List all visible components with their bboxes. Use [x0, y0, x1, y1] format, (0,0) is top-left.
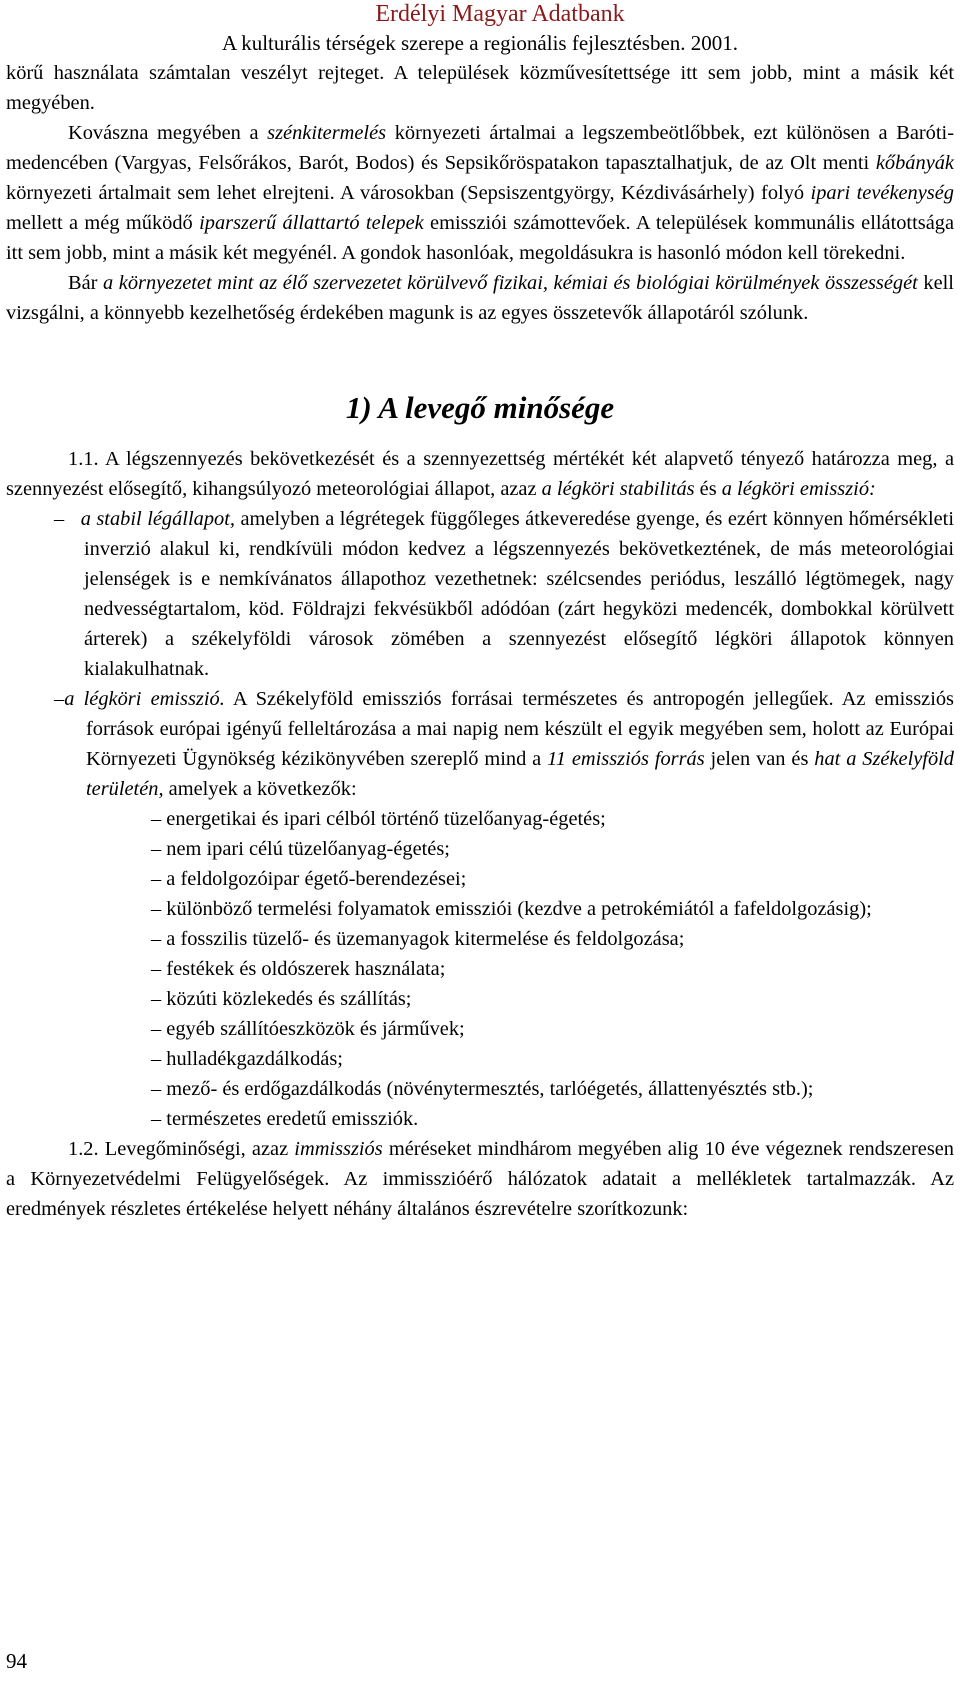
list-item-stable-state: – a stabil légállapot, amelyben a légrétegek függőleges átkeveredése gyenge, és ezért könnyen hőmérsékleti inverzió alakul ki, rendkívüli módon kedvez a légszennyezés bekövetkeztének, de más meteorológiai jelenségek is e nemkívánatos állapothoz vezethetnek: szélcsendes periódus, leszálló légtömegek, nagy nedvességtartalom, köd. Földrajzi fekvésükből adódóan (zárt hegyközi medencék, dombokkal körülvett árterek) a székelyföldi városok zömében a szennyezést elősegítő légköri állapotok könnyen kialakulhatnak.	[54, 508, 954, 680]
document-title: A kulturális térségek szerepe a regionális fejlesztésben. 2001.	[221, 31, 739, 55]
page-number: 94	[6, 1649, 27, 1673]
source-item: – természetes eredetű emissziók.	[151, 1108, 419, 1130]
source-item: – energetikai és ipari célból történő tüzelőanyag-égetés;	[151, 808, 606, 830]
list-item-emission: –a légköri emisszió. A Székelyföld emissziós forrásai természetes és antropogén jellegűek. Az emissziós források európai igényű felleltározása a mai napig nem készült el egyik megyében sem, holott az Európai Környezeti Ügynökség kézikönyvében szereplő mind a 11 emissziós forrás jelen van és hat a Székelyföld területén, amelyek a következők:	[54, 688, 955, 800]
source-item: – egyéb szállítóeszközök és járművek;	[151, 1018, 465, 1040]
paragraph-kovaszna: Kovászna megyében a szénkitermelés környezeti ártalmai a legszembeötlőbbek, ezt különösen a Baróti-medencében (Vargyas, Felsőrákos, Barót, Bodos) és Sepsikőröspatakon tapasztalhatjuk, de az Olt menti kőbányák környezeti ártalmait sem lehet elrejteni. A városokban (Sepsiszentgyörgy, Kézdivásárhely) folyó ipari tevékenység mellett a még működő iparszerű állattartó telepek emissziói számottevőek. A települések kommunális ellátottsága itt sem jobb, mint a másik két megyénél. A gondok hasonlóak, megoldásukra is hasonló módon kell törekedni.	[6, 122, 954, 264]
section-heading: 1) A levegő minősége	[345, 390, 615, 425]
source-item: – a feldolgozóipar égető-berendezései;	[151, 868, 467, 890]
source-item: – közúti közlekedés és szállítás;	[151, 988, 412, 1010]
paragraph-continuation: körű használata számtalan veszélyt rejteget. A települések közművesítettsége itt sem jobb, mint a másik két megyében.	[6, 62, 954, 114]
paragraph-environment: Bár a környezetet mint az élő szervezetet körülvevő fizikai, kémiai és biológiai körülmények összességét kell vizsgálni, a könnyebb kezelhetőség érdekében magunk is az egyes összetevők állapotáról szólunk.	[6, 272, 954, 324]
source-item: – a fosszilis tüzelő- és üzemanyagok kitermelése és feldolgozása;	[151, 928, 685, 950]
paragraph-1-2: 1.2. Levegőminőségi, azaz immissziós méréseket mindhárom megyében alig 10 éve végeznek rendszeresen a Környezetvédelmi Felügyelőségek. Az immisszióérő hálózatok adatait a mellékletek tartalmazzák. Az eredmények részletes értékelése helyett néhány általános észrevételre szorítkozunk:	[6, 1138, 954, 1220]
source-item: – hulladékgazdálkodás;	[151, 1048, 343, 1070]
source-item: – nem ipari célú tüzelőanyag-égetés;	[151, 838, 450, 860]
site-name: Erdélyi Magyar Adatbank	[375, 1, 625, 27]
source-item: – különböző termelési folyamatok emissziói (kezdve a petrokémiától a fafeldolgozásig);	[151, 898, 872, 920]
source-item: – mező- és erdőgazdálkodás (növénytermesztés, tarlóégetés, állattenyésztés stb.);	[151, 1078, 814, 1100]
paragraph-1-1: 1.1. A légszennyezés bekövetkezését és a szennyezettség mértékét két alapvető tényező határozza meg, a szennyezést elősegítő, kihangsúlyozó meteorológiai állapot, azaz a légköri stabilitás és a légköri emisszió:	[6, 448, 954, 500]
source-item: – festékek és oldószerek használata;	[151, 958, 446, 980]
body-text	[6, 58, 954, 1224]
